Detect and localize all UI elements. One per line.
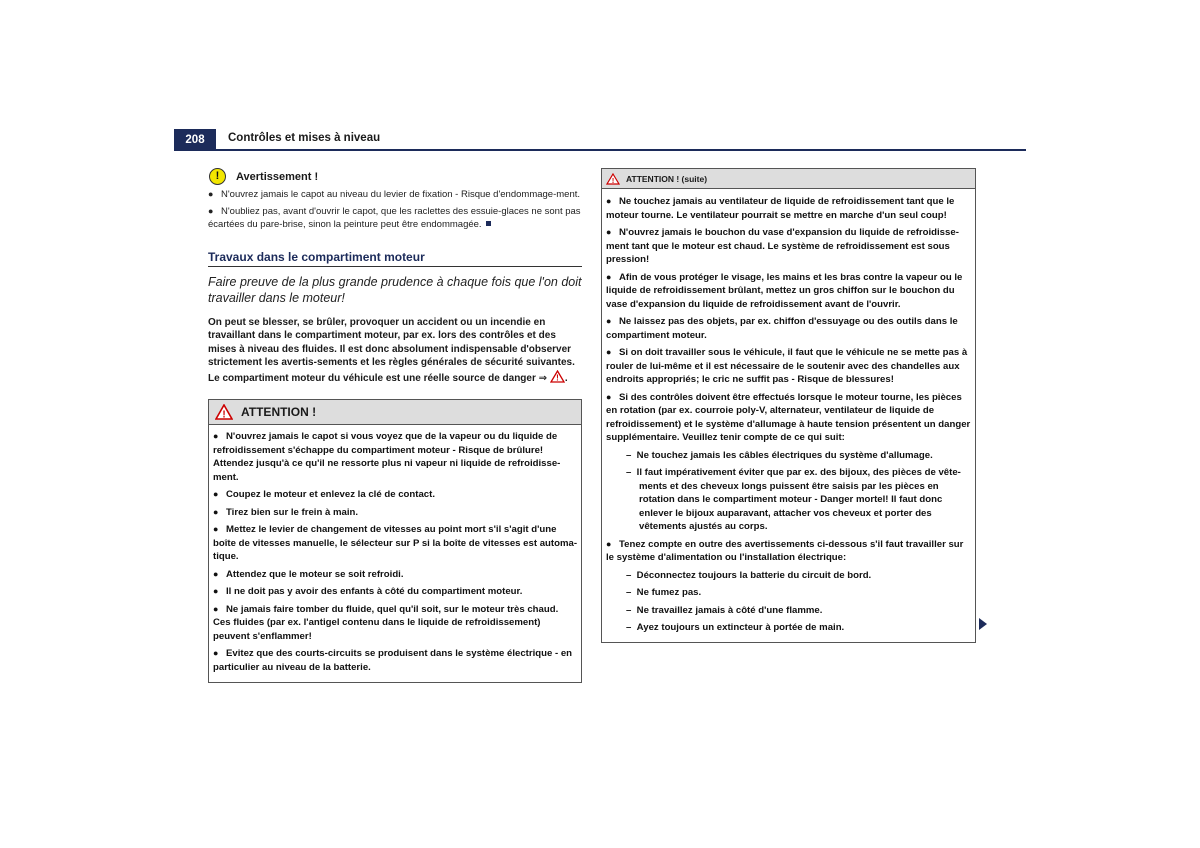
- attention-item: ● Ne laissez pas des objets, par ex. chiffon d'essuyage ou des outils dans le compartiment moteur.: [606, 316, 958, 341]
- attention-header: [209, 400, 581, 425]
- warning-triangle-icon: [550, 370, 565, 383]
- attention-item: ● Attendez que le moteur se soit refroidi.: [213, 568, 404, 580]
- attention-item: ● Ne touchez jamais au ventilateur de liquide de refroidissement tant que le moteur tourne. Le ventilateur pourrait se mettre en marche d'un seul coup!: [606, 196, 955, 221]
- attention-subitem: – Ne fumez pas.: [626, 587, 702, 598]
- exclamation-icon: !: [209, 168, 226, 185]
- attention-item: ● Ne jamais faire tomber du fluide, quel qu'il soit, sur le moteur très chaud. Ces fluides (par ex. l'antigel contenu dans le liquide de refroidissement) peuvent s'enflammer!: [213, 603, 559, 642]
- warning-heading: [209, 168, 582, 185]
- chapter-title: Contrôles et mises à niveau: [228, 132, 381, 144]
- attention-continued-title: ATTENTION ! (suite): [626, 173, 708, 184]
- attention-continued-box: [601, 168, 976, 643]
- attention-continued-body: [602, 189, 975, 642]
- attention-item: ● Il ne doit pas y avoir des enfants à côté du compartiment moteur.: [213, 586, 523, 597]
- attention-item: ● N'ouvrez jamais le capot si vous voyez que de la vapeur ou du liquide de refroidissement s'échappe du compartiment moteur - Risque de brûlure! Attendez jusqu'à ce qu'il ne ressorte plus ni vapeur ni liquide de refroidisse-ment.: [213, 431, 561, 483]
- attention-subitem: – Ne travaillez jamais à côté d'une flamme.: [626, 604, 823, 616]
- attention-box: [208, 399, 582, 683]
- attention-subitem: – Ayez toujours un extincteur à portée de main.: [626, 622, 845, 633]
- reference-arrow: ⇒: [538, 372, 548, 384]
- attention-item: ● Si on doit travailler sous le véhicule, il faut que le véhicule ne se mette pas à rouler de lui-même et il est nécessaire de le soutenir avec des chandelles aux endroits appropriés; le cric ne suffit pas - Risque de blessures!: [606, 347, 968, 385]
- attention-subitem: – Ne touchez jamais les câbles électriques du système d'allumage.: [626, 449, 933, 461]
- page-header: [174, 129, 1026, 151]
- warning-triangle-icon: [606, 173, 620, 185]
- end-marker-icon: [486, 221, 491, 226]
- right-column: [601, 168, 976, 643]
- attention-body: [209, 425, 581, 682]
- page-number: 208: [174, 129, 216, 149]
- svg-text:!: !: [611, 177, 615, 185]
- warning-body: [208, 188, 582, 232]
- attention-subitem: – Il faut impérativement éviter que par ex. des bijoux, des pièces de vête-ments et des cheveux longs puissent être saisis par les pièces en rotation dans le compartiment moteur - Danger mortel! Il faut donc enlever le bijoux auparavant, attacher vos cheveux et porter des vêtements ajustés au corps.: [626, 467, 961, 532]
- attention-title: ATTENTION !: [241, 405, 317, 419]
- section-intro: Faire preuve de la plus grande prudence à chaque fois que l'on doit travailler dans le moteur!: [208, 274, 582, 305]
- continue-arrow-icon: [979, 618, 987, 630]
- attention-subitem: – Déconnectez toujours la batterie du circuit de bord.: [626, 569, 872, 581]
- warning-triangle-icon: [215, 404, 233, 420]
- attention-item: ● Tenez compte en outre des avertissements ci-dessous s'il faut travailler sur le système d'alimentation ou l'installation électrique:: [606, 538, 964, 563]
- svg-text:!: !: [222, 409, 226, 420]
- attention-continued-header: [602, 169, 975, 189]
- section-paragraph: On peut se blesser, se brûler, provoquer un accident ou un incendie en travaillant dans le compartiment moteur, par ex. lors des contrôles et des mises à niveau des fluides. Il est donc absolument indispensable d'observer strictement les avertis-sements et les règles générales de sécurité suivantes. Le compartiment moteur du véhicule est une réelle source de danger ⇒ ! .: [208, 316, 575, 384]
- section-title: Travaux dans le compartiment moteur: [208, 250, 582, 267]
- attention-item: ● Si des contrôles doivent être effectués lorsque le moteur tourne, les pièces en rotation (par ex. courroie poly-V, alternateur, ventilateur de liquide de refroidissement) et le système d'allumage à haute tension présentent un danger supplémentaire. Veuillez tenir compte de ce qui suit:: [606, 391, 971, 443]
- attention-item: ● N'ouvrez jamais le bouchon du vase d'expansion du liquide de refroidisse-ment tant que le moteur est chaud. Le système de refroidissement est sous pression!: [606, 227, 959, 265]
- attention-item: ● Evitez que des courts-circuits se produisent dans le système électrique - en particulier au niveau de la batterie.: [213, 648, 573, 673]
- attention-item: ● Coupez le moteur et enlevez la clé de contact.: [213, 489, 435, 500]
- attention-item: ● Mettez le levier de changement de vitesses au point mort s'il s'agit d'une boîte de vitesses manuelle, le sélecteur sur P si la boîte de vitesses est automa-tique.: [213, 524, 578, 562]
- left-column: [208, 168, 582, 683]
- warning-item: ● N'oubliez pas, avant d'ouvrir le capot, que les raclettes des essuie-glaces ne sont pas écartées du pare-brise, sinon la peinture peut être endommagée.: [208, 205, 581, 230]
- warning-item: ● N'ouvrez jamais le capot au niveau du levier de fixation - Risque d'endommage-ment.: [208, 189, 581, 200]
- attention-item: ● Tirez bien sur le frein à main.: [213, 506, 359, 518]
- warning-title: Avertissement !: [236, 170, 319, 183]
- svg-text:!: !: [555, 373, 559, 382]
- attention-item: ● Afin de vous protéger le visage, les mains et les bras contre la vapeur ou le liquide de refroidissement brûlant, mettez un gros chiffon sur le bouchon du vase d'expansion du liquide de refroidissement avant de l'ouvrir.: [606, 271, 963, 310]
